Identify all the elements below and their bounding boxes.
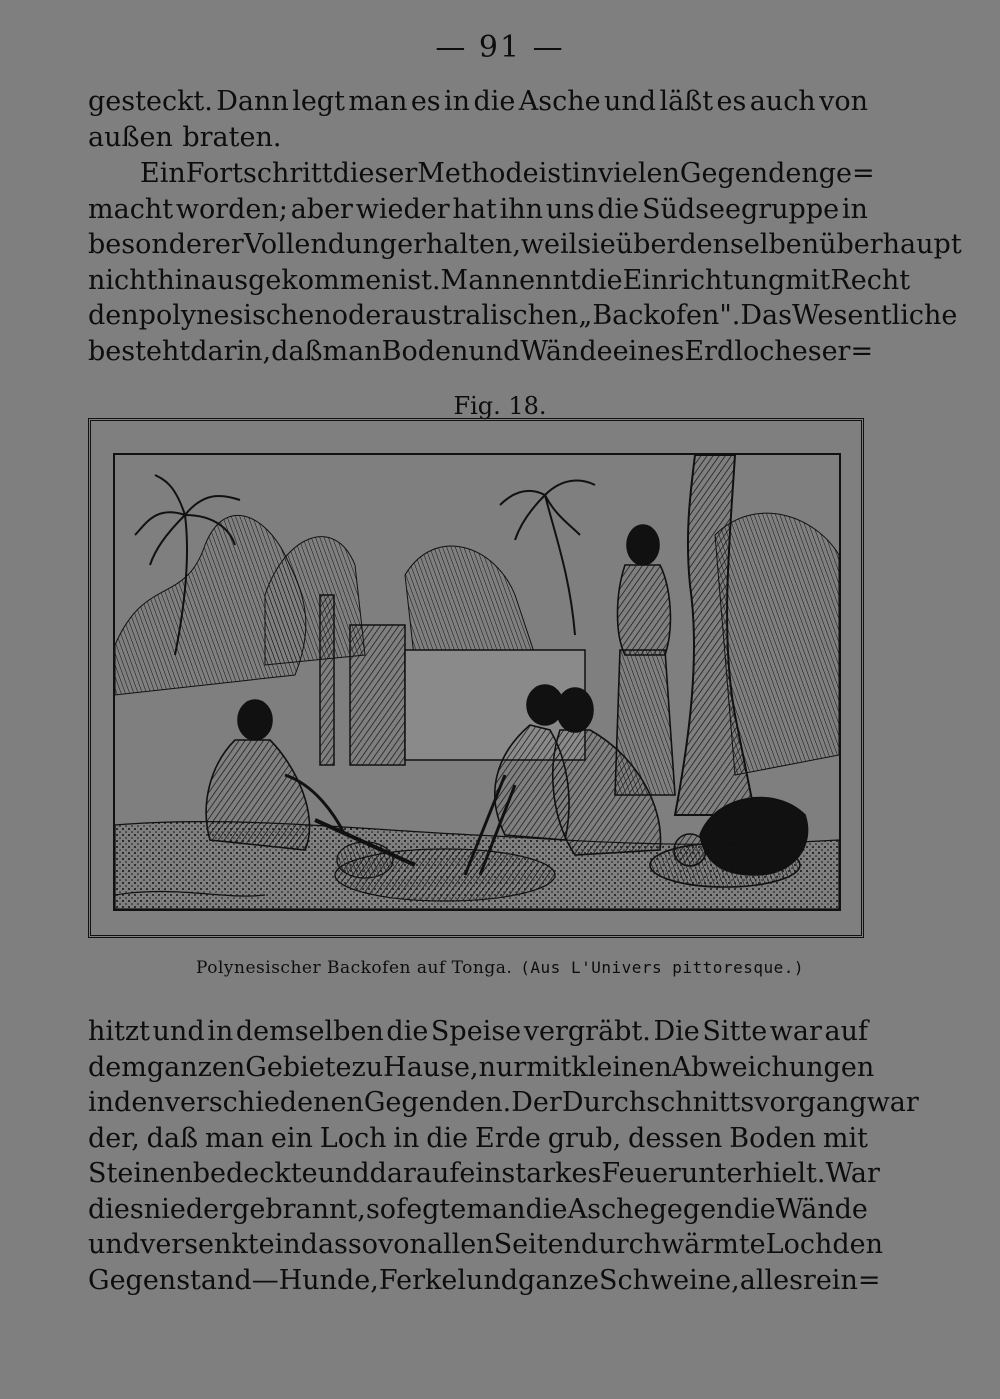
text-line: nicht hinausgekommen ist. Man nennt die Einrichtung mit Recht bbox=[88, 264, 911, 296]
text-line: den polynesischen oder australischen „Backofen". Das Wesentliche bbox=[88, 300, 958, 331]
figure-frame bbox=[88, 418, 864, 938]
text-line: und versenkte in das so von allen Seiten durchwärmte Loch den bbox=[88, 1229, 884, 1260]
figure-caption bbox=[0, 958, 1000, 978]
paragraph-2 bbox=[88, 156, 962, 369]
text-line: dies niedergebrannt, so fegte man die Asche gegen die Wände bbox=[88, 1193, 868, 1225]
text-line: besonderer Vollendung erhalten, weil sie über denselben überhaupt bbox=[88, 229, 962, 260]
text-line: dem ganzen Gebiete zu Hause, nur mit kleinen Abweichungen bbox=[88, 1051, 875, 1083]
text-line: Steinen bedeckte und darauf ein starkes Feuer unterhielt. War bbox=[88, 1158, 880, 1189]
standing-figure bbox=[615, 525, 675, 795]
text-line: Gegenstand — Hunde, Ferkel und ganze Schweine, alles rein= bbox=[88, 1264, 881, 1296]
page-number: — 91 — bbox=[435, 30, 565, 65]
paragraph-1 bbox=[88, 84, 868, 155]
caption-source: (Aus L'Univers pittoresque.) bbox=[520, 958, 804, 977]
text-line: gesteckt. Dann legt man es in die Asche und läßt es auch von bbox=[88, 86, 868, 117]
text-line: in den verschiedenen Gegenden. Der Durchschnittsvorgang war bbox=[88, 1087, 919, 1118]
text-line: macht worden; aber wieder hat ihn uns die Südseegruppe in bbox=[88, 193, 868, 225]
paragraph-3 bbox=[88, 1014, 919, 1298]
text-line: Ein Fortschritt dieser Methode ist in vielen Gegenden ge= bbox=[140, 158, 875, 189]
figure-illustration bbox=[113, 453, 841, 911]
figure-label: Fig. 18. bbox=[453, 392, 547, 420]
caption-title: Polynesischer Backofen auf Tonga. bbox=[196, 958, 513, 978]
text-line: der, daß man ein Loch in die Erde grub, dessen Boden mit bbox=[88, 1122, 868, 1154]
text-line: außen braten. bbox=[88, 121, 282, 153]
text-line: besteht darin, daß man Boden und Wände eines Erdloches er= bbox=[88, 335, 874, 367]
text-line: hitzt und in demselben die Speise vergräbt. Die Sitte war auf bbox=[88, 1016, 868, 1047]
